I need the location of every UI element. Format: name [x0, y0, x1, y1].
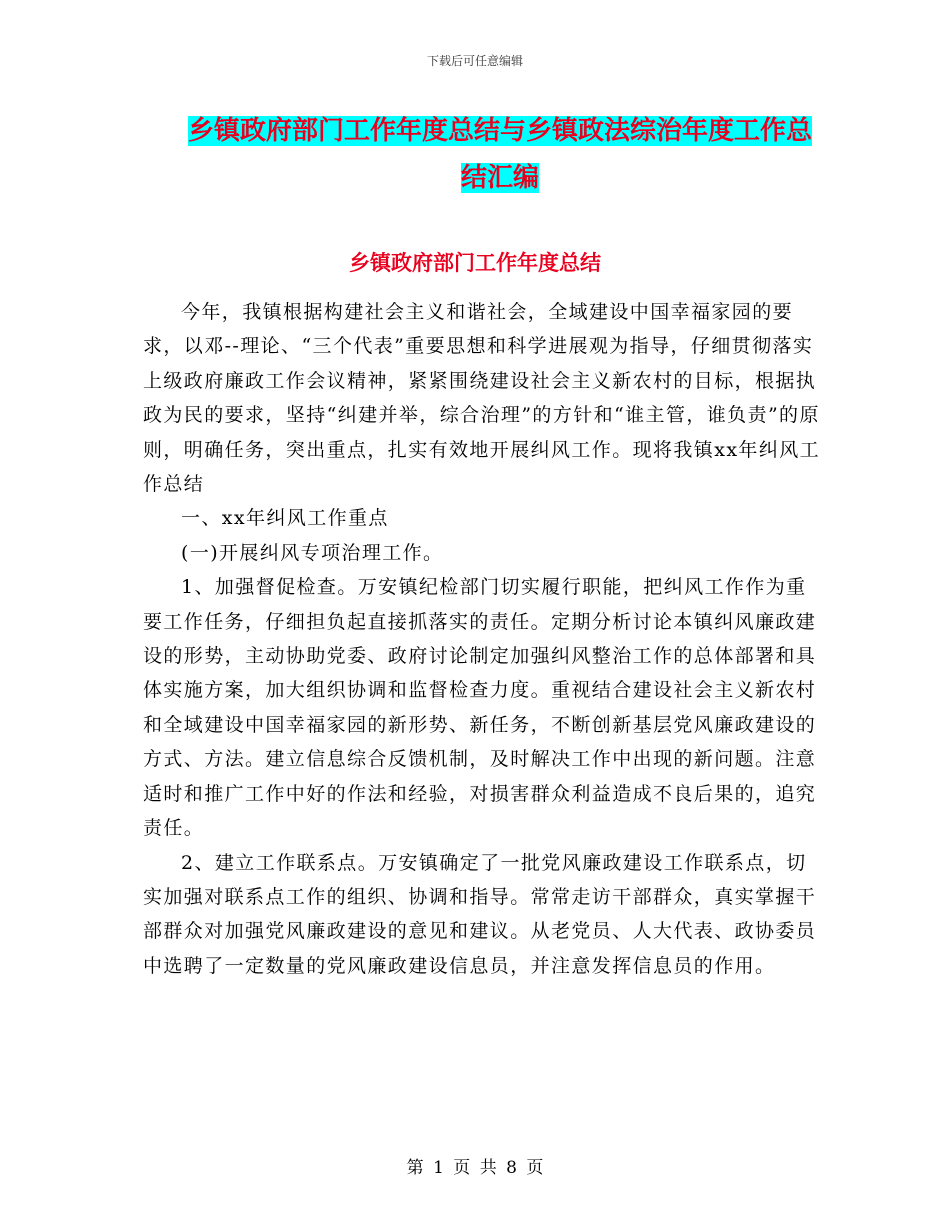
paragraph: 2、建立工作联系点。万安镇确定了一批党风廉政建设工作联系点，切实加强对联系点工作的组织、协调和指导。常常走访干部群众，真实掌握干部群众对加强党风廉政建设的意见和建议。从老党员、人大代表、政协委员中选聘了一定数量的党风廉政建设信息员，并注意发挥信息员的作用。	[143, 851, 817, 977]
paragraph: 1、加强督促检查。万安镇纪检部门切实履行职能，把纠风工作作为重要工作任务，仔细担负起直接抓落实的责任。定期分析讨论本镇纠风廉政建设的形势，主动协助党委、政府讨论制定加强纠风整治工作的总体部署和具体实施方案，加大组织协调和监督检查力度。重视结合建设社会主义新农村和全域建设中国幸福家园的新形势、新任务，不断创新基层党风廉政建设的方式、方法。建立信息综合反馈机制，及时解决工作中出现的新问题。注意适时和推广工作中好的作法和经验，对损害群众利益造成不良后果的，追究责任。	[143, 576, 817, 840]
document-title	[180, 108, 820, 202]
header-note: 下载后可任意编辑	[426, 54, 523, 68]
page-number: 第 1 页 共 8 页	[406, 1158, 544, 1178]
paragraph: 今年，我镇根据构建社会主义和谐社会，全域建设中国幸福家园的要求，以邓--理论、“三个代表”重要思想和科学进展观为指导，仔细贯彻落实上级政府廉政工作会议精神，紧紧围绕建设社会主义新农村的目标，根据执政为民的要求，坚持“纠建并举，综合治理”的方针和“谁主管，谁负责”的原则，明确任务，突出重点，扎实有效地开展纠风工作。现将我镇xx年纠风工作总结	[143, 301, 821, 496]
document-title-text: 乡镇政府部门工作年度总结与乡镇政法综治年度工作总结汇编	[187, 116, 812, 193]
paragraph: 一、xx年纠风工作重点	[181, 507, 389, 530]
document-body	[143, 295, 823, 983]
paragraph: (一)开展纠风专项治理工作。	[181, 541, 444, 564]
section-title: 乡镇政府部门工作年度总结	[349, 250, 601, 275]
